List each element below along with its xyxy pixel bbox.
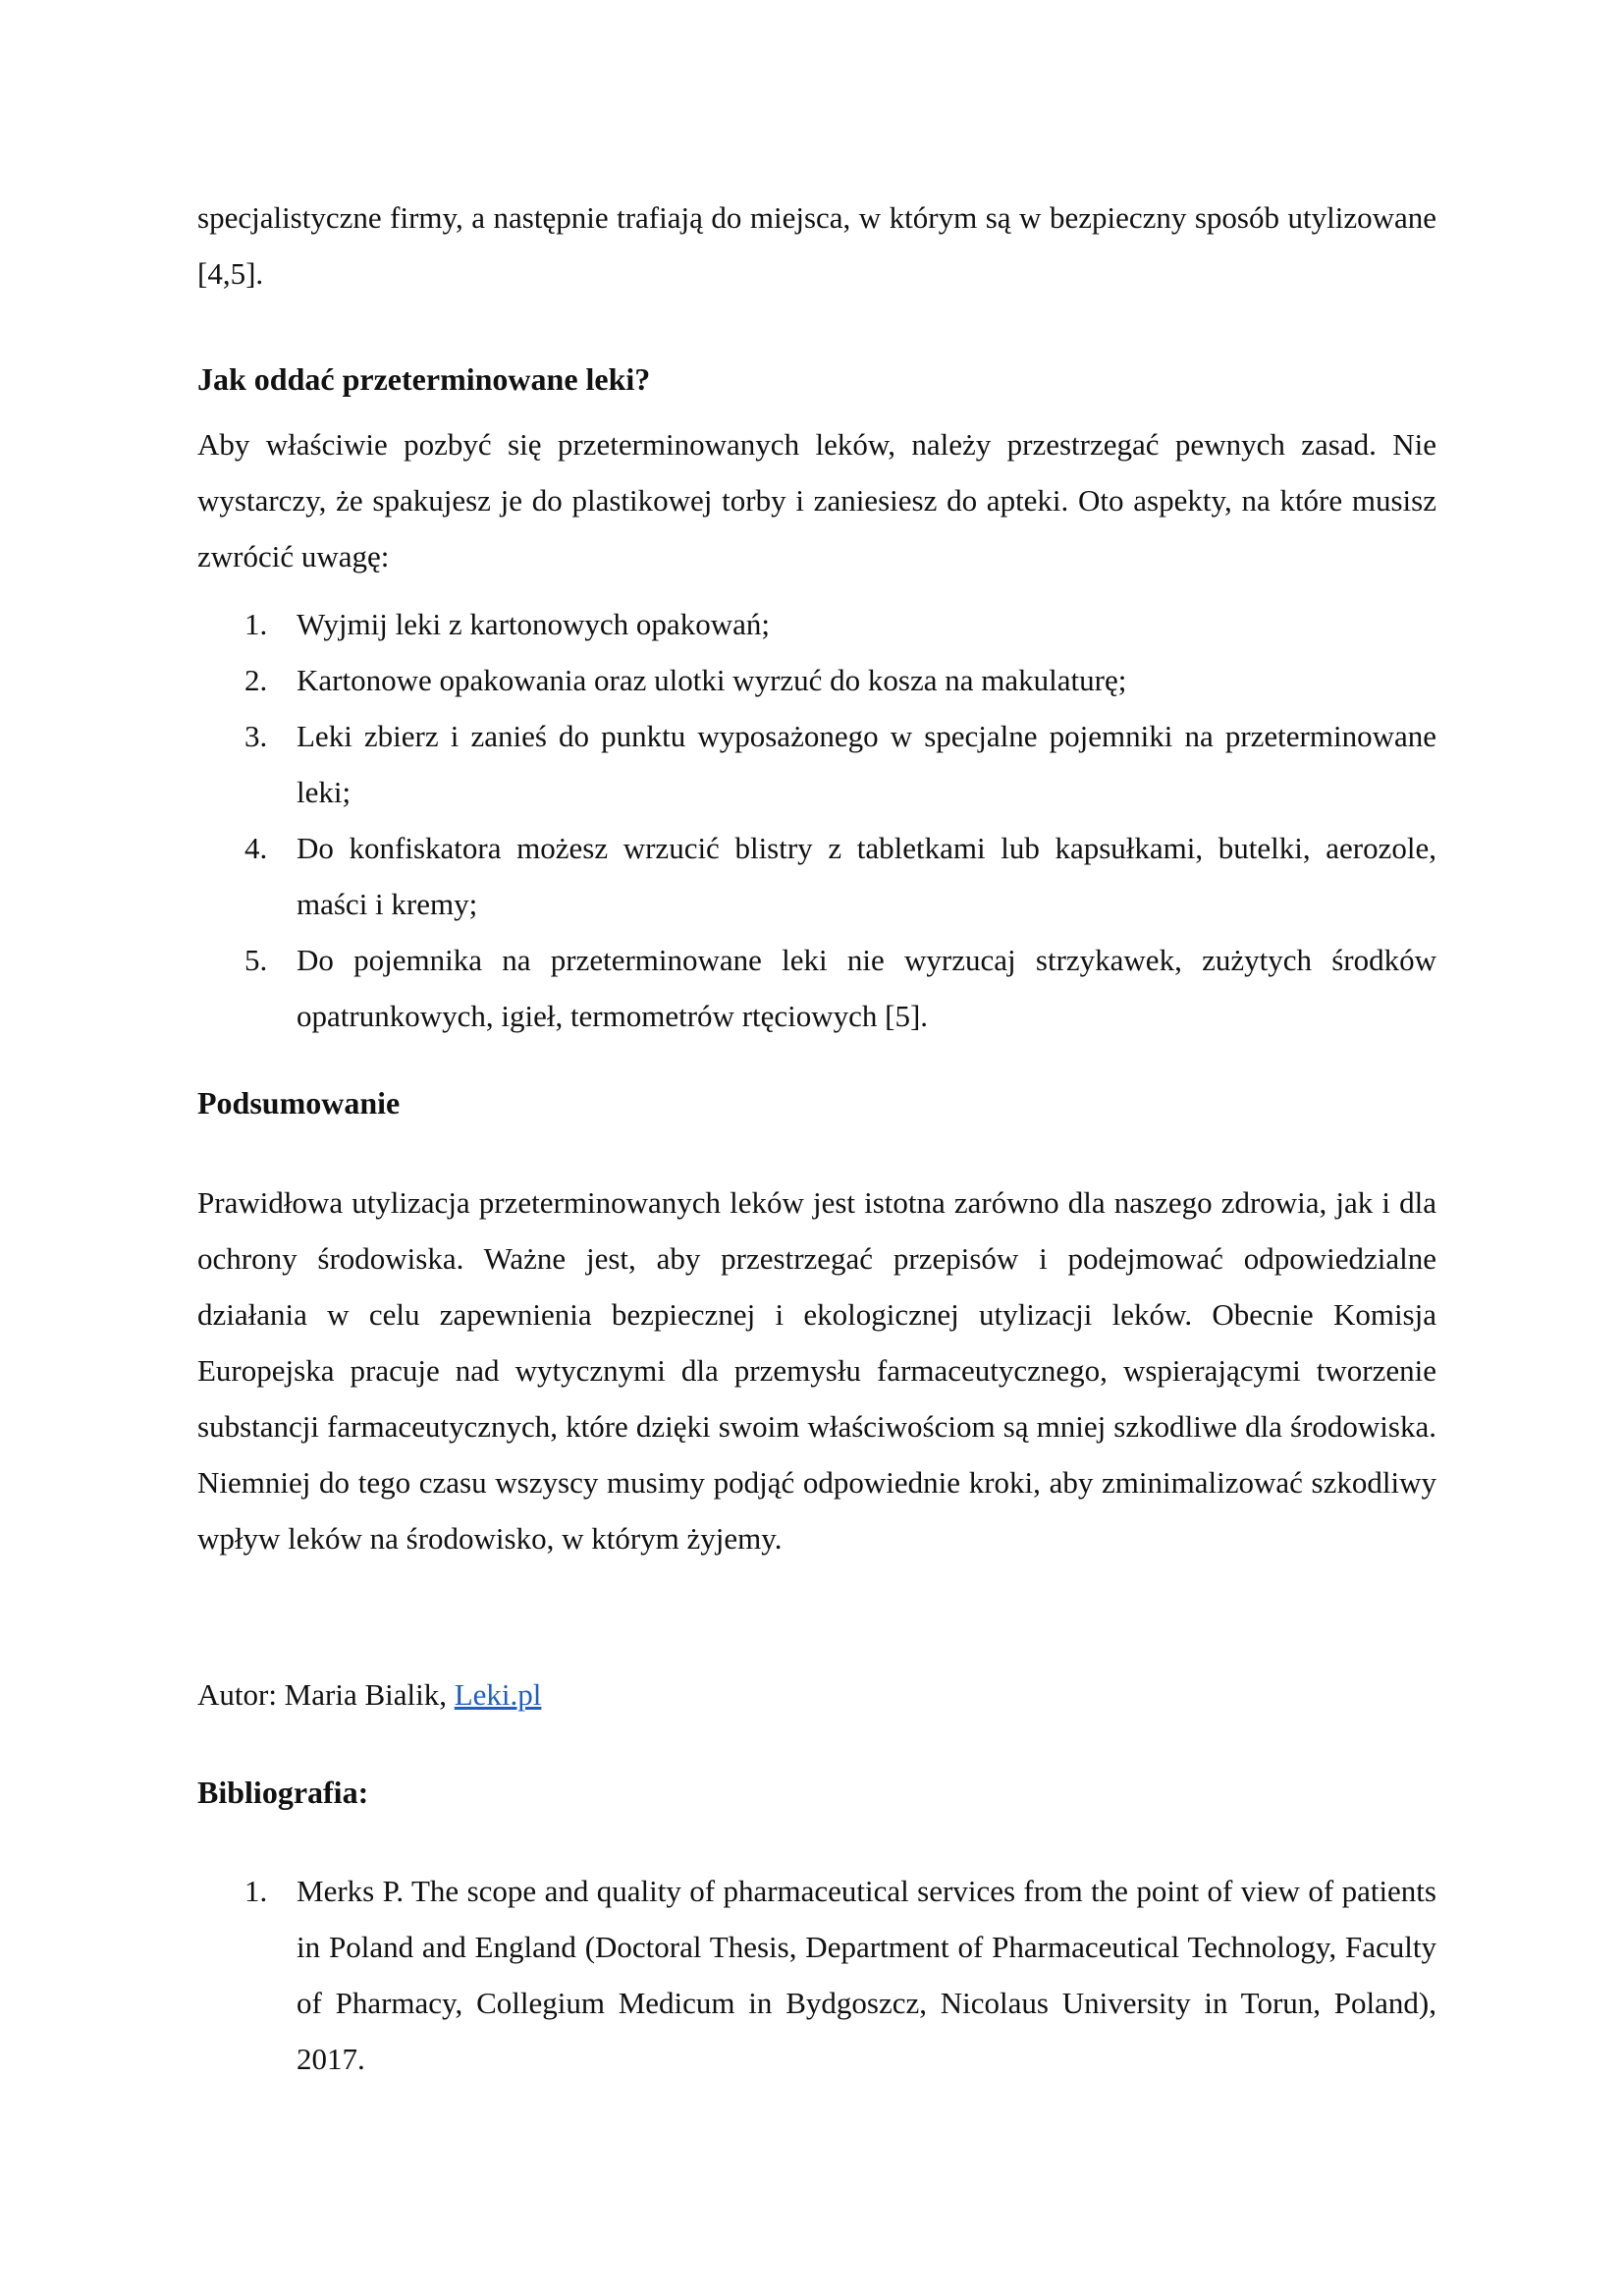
author-line bbox=[197, 1667, 1436, 1722]
how-to-paragraph: Aby właściwie pozbyć się przeterminowanych leków, należy przestrzegać pewnych zasad. Nie wystarczy, że spakujesz je do plastikowej torby i zaniesiesz do apteki. Oto aspekty, na które musisz zwrócić uwagę: bbox=[197, 427, 1436, 574]
bibliography-item-text: Merks P. The scope and quality of pharmaceutical services from the point of view of patients in Poland and England (Doctoral Thesis, Department of Pharmaceutical Technology, Faculty of Pharmacy, Collegium Medicum in Bydgoszcz, Nicolaus University in Torun, Poland), 2017. bbox=[297, 1874, 1436, 2076]
list-item bbox=[197, 596, 1436, 652]
heading-summary: Podsumowanie bbox=[197, 1085, 401, 1121]
list-number: 4. bbox=[244, 831, 268, 865]
list-number: 2. bbox=[244, 663, 268, 697]
list-item-text: Wyjmij leki z kartonowych opakowań; bbox=[297, 607, 770, 641]
summary-paragraph: Prawidłowa utylizacja przeterminowanych leków jest istotna zarówno dla naszego zdrowia, jak i dla ochrony środowiska. Ważne jest, aby przestrzegać przepisów i podejmować odpowiedzialne działania w celu zapewnienia bezpiecznej i ekologicznej utylizacji leków. Obecnie Komisja Europejska pracuje nad wytycznymi dla przemysłu farmaceutycznego, wspierającymi tworzenie substancji farmaceutycznych, które dzięki swoim właściwościom są mniej szkodliwe dla środowiska. Niemniej do tego czasu wszyscy musimy podjąć odpowiednie kroki, aby zminimalizować szkodliwy wpływ leków na środowisko, w którym żyjemy. bbox=[197, 1185, 1436, 1556]
heading-how-to-return: Jak oddać przeterminowane leki? bbox=[197, 361, 651, 397]
leki-pl-link[interactable]: Leki.pl bbox=[454, 1677, 542, 1712]
list-item-text: Do pojemnika na przeterminowane leki nie wyrzucaj strzykawek, zużytych środków opatrunkowych, igieł, termometrów rtęciowych [5]. bbox=[297, 943, 1436, 1033]
list-item-text: Do konfiskatora możesz wrzucić blistry z tabletkami lub kapsułkami, butelki, aerozole, maści i kremy; bbox=[297, 831, 1436, 921]
list-number: 5. bbox=[244, 943, 268, 977]
author-prefix: Autor: Maria Bialik, bbox=[197, 1677, 455, 1712]
list-item bbox=[197, 652, 1436, 708]
list-item-text: Kartonowe opakowania oraz ulotki wyrzuć do kosza na makulaturę; bbox=[297, 663, 1127, 697]
list-item bbox=[197, 708, 1436, 820]
list-item bbox=[197, 820, 1436, 932]
steps-list bbox=[197, 596, 1436, 1044]
bibliography-list bbox=[197, 1863, 1436, 2087]
intro-paragraph: specjalistyczne firmy, a następnie trafiają do miejsca, w którym są w bezpieczny sposób utylizowane [4,5]. bbox=[197, 200, 1436, 291]
list-number: 3. bbox=[244, 719, 268, 753]
list-item-text: Leki zbierz i zanieś do punktu wyposażonego w specjalne pojemniki na przeterminowane leki; bbox=[297, 719, 1436, 809]
bibliography-item bbox=[197, 1863, 1436, 2087]
list-number: 1. bbox=[244, 1874, 268, 1908]
list-item bbox=[197, 932, 1436, 1044]
list-number: 1. bbox=[244, 607, 268, 641]
heading-bibliography: Bibliografia: bbox=[197, 1775, 369, 1810]
